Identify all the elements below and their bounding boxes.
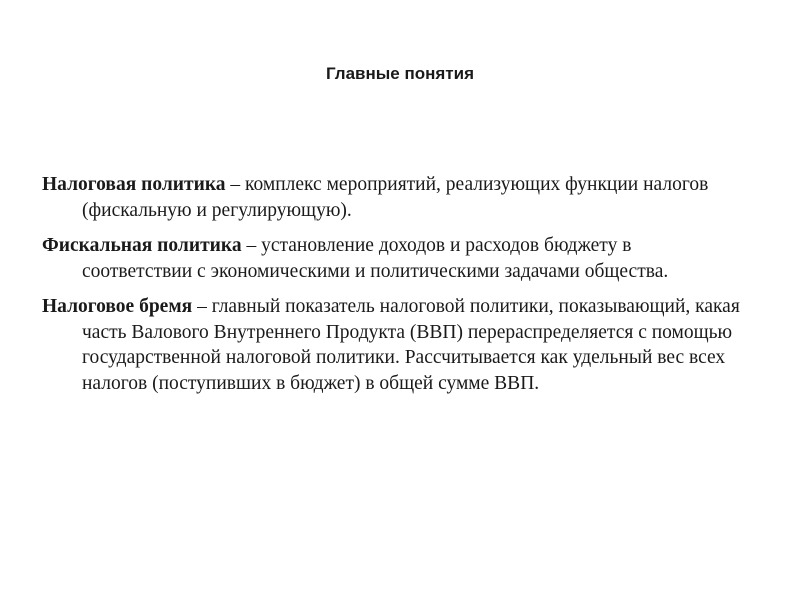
slide-title: Главные понятия <box>326 64 474 83</box>
definitions-list <box>42 172 742 406</box>
definition-term: Налоговая политика <box>42 174 226 195</box>
definition-term: Фискальная политика <box>42 235 242 256</box>
definition-tax-policy <box>42 172 742 223</box>
definition-text: – главный показатель налоговой политики, показывающий, какая часть Валового Внутреннего Продукта (ВВП) перераспределяется с помощью государственной налоговой политики. Рассчитывается как удельный вес всех налогов (поступивших в бюджет) в общей сумме ВВП. <box>82 296 740 394</box>
definition-tax-burden <box>42 294 742 396</box>
definition-fiscal-policy <box>42 233 742 284</box>
definition-text: – установление доходов и расходов бюджету в соответствии с экономическими и политическими задачами общества. <box>82 235 669 282</box>
definition-text: – комплекс мероприятий, реализующих функции налогов (фискальную и регулирующую). <box>82 174 709 221</box>
definition-term: Налоговое бремя <box>42 296 193 317</box>
